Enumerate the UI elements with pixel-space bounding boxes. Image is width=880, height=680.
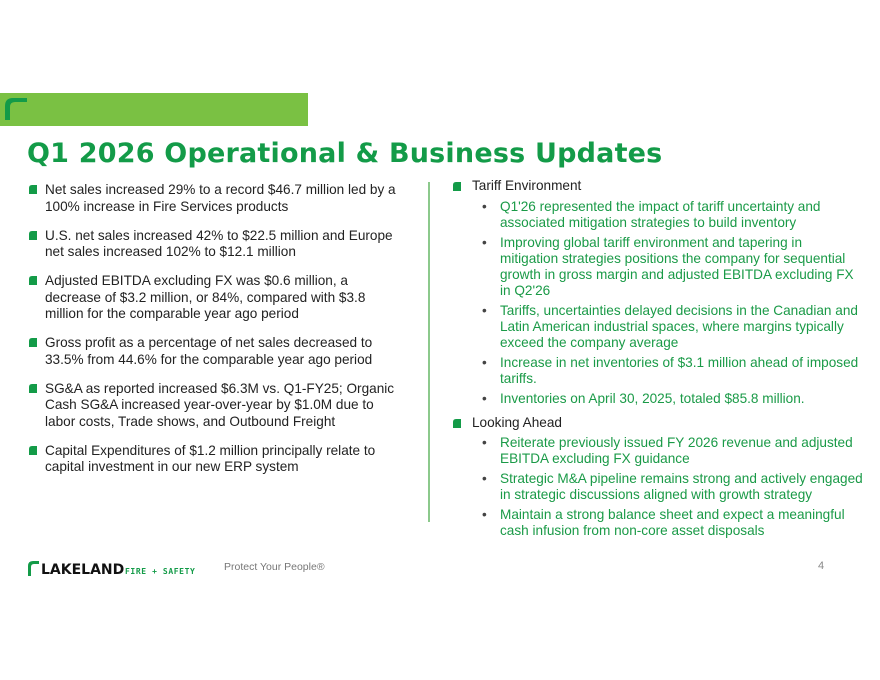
- list-item: SG&A as reported increased $6.3M vs. Q1-FY25; Organic Cash SG&A increased year-over-year by $1.0M due to labor costs, Trade shows, and Outbound Freight: [29, 381, 399, 431]
- dot-bullet-icon: •: [482, 234, 487, 250]
- logo-wordmark: LAKELAND: [41, 562, 125, 578]
- header-accent-bar: [0, 93, 308, 126]
- list-item: • Maintain a strong balance sheet and expect a meaningful cash infusion from non-core asset disposals: [482, 507, 845, 538]
- dot-bullet-icon: •: [482, 302, 487, 318]
- dot-bullet-icon: •: [482, 354, 487, 370]
- left-bullet-list: [29, 182, 399, 488]
- leaf-bullet-icon: [29, 185, 37, 194]
- section-heading-looking-ahead: Looking Ahead: [453, 415, 863, 432]
- lakeland-logo: [27, 560, 207, 578]
- section-heading-tariff: Tariff Environment: [453, 178, 863, 195]
- page-title: Q1 2026 Operational & Business Updates: [27, 138, 663, 169]
- leaf-bullet-icon: [29, 446, 37, 455]
- list-item: Capital Expenditures of $1.2 million principally relate to capital investment in our new ERP system: [29, 443, 399, 476]
- leaf-bullet-icon: [29, 338, 37, 347]
- dot-bullet-icon: •: [482, 471, 487, 486]
- list-item: • Reiterate previously issued FY 2026 revenue and adjusted EBITDA excluding FX guidance: [482, 435, 853, 466]
- list-item: • Tariffs, uncertainties delayed decisions in the Canadian and Latin American industrial spaces, where margins typically exceed the company average: [482, 302, 858, 350]
- column-divider: [428, 182, 430, 522]
- list-item: • Increase in net inventories of $3.1 million ahead of imposed tariffs.: [482, 354, 859, 386]
- list-item: Adjusted EBITDA excluding FX was $0.6 million, a decrease of $3.2 million, or 84%, compared with $3.8 million for the comparable year ago period: [29, 273, 399, 323]
- leaf-icon: [3, 96, 29, 122]
- logo-subtext: FIRE + SAFETY: [125, 567, 196, 576]
- list-item: • Inventories on April 30, 2025, totaled $85.8 million.: [482, 390, 805, 406]
- dot-bullet-icon: •: [482, 198, 487, 214]
- list-item: Gross profit as a percentage of net sales decreased to 33.5% from 44.6% for the comparable year ago period: [29, 335, 399, 368]
- leaf-bullet-icon: [29, 231, 37, 240]
- leaf-bullet-icon: [29, 384, 37, 393]
- dot-bullet-icon: •: [482, 390, 487, 406]
- list-item: Net sales increased 29% to a record $46.7 million led by a 100% increase in Fire Services products: [29, 182, 399, 215]
- tagline: Protect Your People®: [224, 561, 325, 573]
- dot-bullet-icon: •: [482, 507, 487, 522]
- leaf-bullet-icon: [453, 419, 461, 428]
- list-item: • Q1'26 represented the impact of tariff uncertainty and associated mitigation strategies to build inventory: [482, 198, 821, 230]
- list-item: • Strategic M&A pipeline remains strong and actively engaged in strategic discussions aligned with growth strategy: [482, 471, 863, 502]
- leaf-bullet-icon: [453, 182, 461, 191]
- dot-bullet-icon: •: [482, 435, 487, 450]
- right-bullet-list: [453, 178, 863, 543]
- leaf-bullet-icon: [29, 276, 37, 285]
- page-number: 4: [818, 560, 825, 572]
- list-item: • Improving global tariff environment and tapering in mitigation strategies positions the company for sequential growth in gross margin and adjusted EBITDA excluding FX in Q2'26: [482, 234, 854, 298]
- list-item: U.S. net sales increased 42% to $22.5 million and Europe net sales increased 102% to $12.1 million: [29, 228, 399, 261]
